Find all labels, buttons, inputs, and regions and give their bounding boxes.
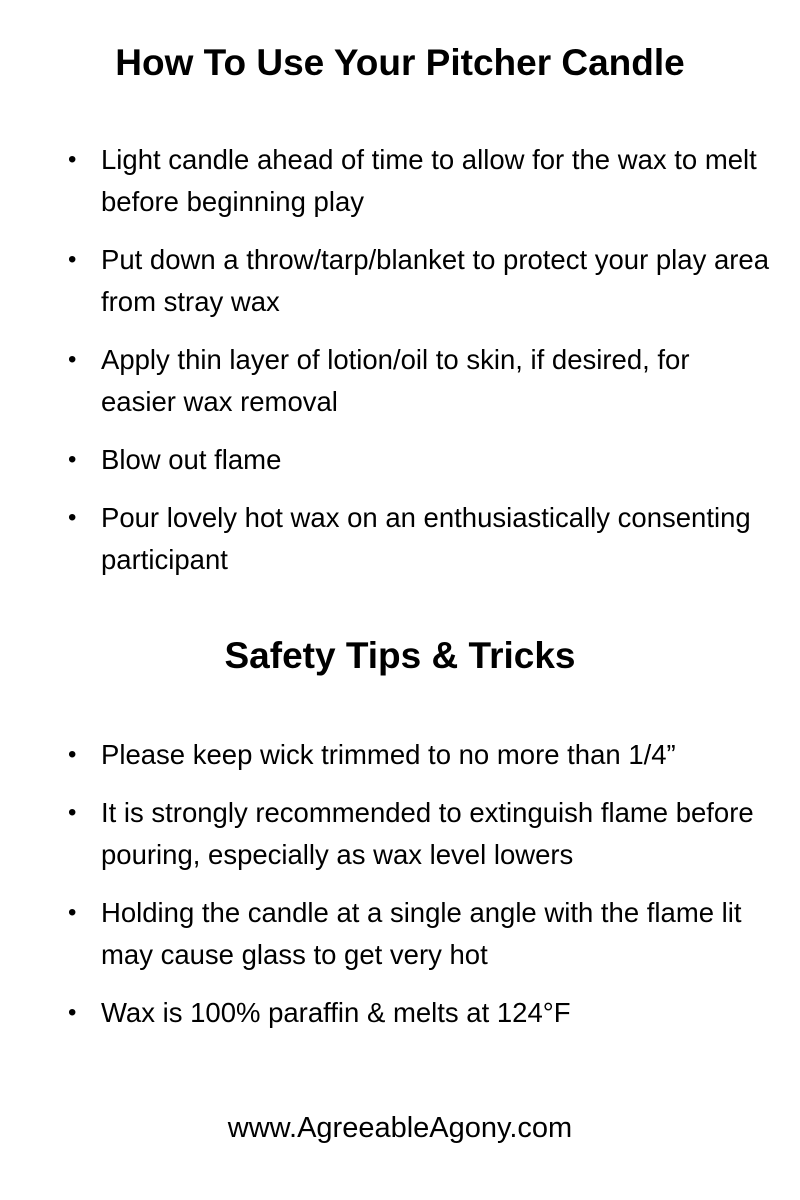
list-item [0,734,800,776]
list-item-text: Wax is 100% paraffin & melts at 124°F [101,997,571,1028]
list-item [0,792,800,876]
list-item-text: Apply thin layer of lotion/oil to skin, if desired, for easier wax removal [101,344,690,417]
list-item-text: Put down a throw/tarp/blanket to protect your play area from stray wax [101,244,770,317]
list-item [0,497,800,581]
bullet-icon: • [68,504,77,531]
list-item-text: Pour lovely hot wax on an enthusiastically consenting participant [101,502,751,575]
bullet-icon: • [68,741,77,768]
list-item [0,339,800,423]
bullet-icon: • [68,899,77,926]
list-item [0,439,800,481]
bullet-icon: • [68,146,77,173]
list-item [0,239,800,323]
list-item-text: Light candle ahead of time to allow for the wax to melt before beginning play [101,144,757,217]
bullet-icon: • [68,799,77,826]
list-item [0,139,800,223]
safety-title: Safety Tips & Tricks [224,635,576,676]
bullet-icon: • [68,999,77,1026]
list-item-text: Please keep wick trimmed to no more than 1/4” [101,739,676,770]
list-item [0,892,800,976]
safety-list [0,734,800,1050]
list-item-text: Blow out flame [101,444,282,475]
bullet-icon: • [68,346,77,373]
bullet-icon: • [68,446,77,473]
usage-list [0,139,800,597]
list-item-text: Holding the candle at a single angle with the flame lit may cause glass to get very hot [101,897,742,970]
list-item [0,992,800,1034]
list-item-text: It is strongly recommended to extinguish flame before pouring, especially as wax level lowers [101,797,754,870]
bullet-icon: • [68,246,77,273]
website-link[interactable]: www.AgreeableAgony.com [227,1112,573,1144]
usage-title: How To Use Your Pitcher Candle [115,42,685,83]
